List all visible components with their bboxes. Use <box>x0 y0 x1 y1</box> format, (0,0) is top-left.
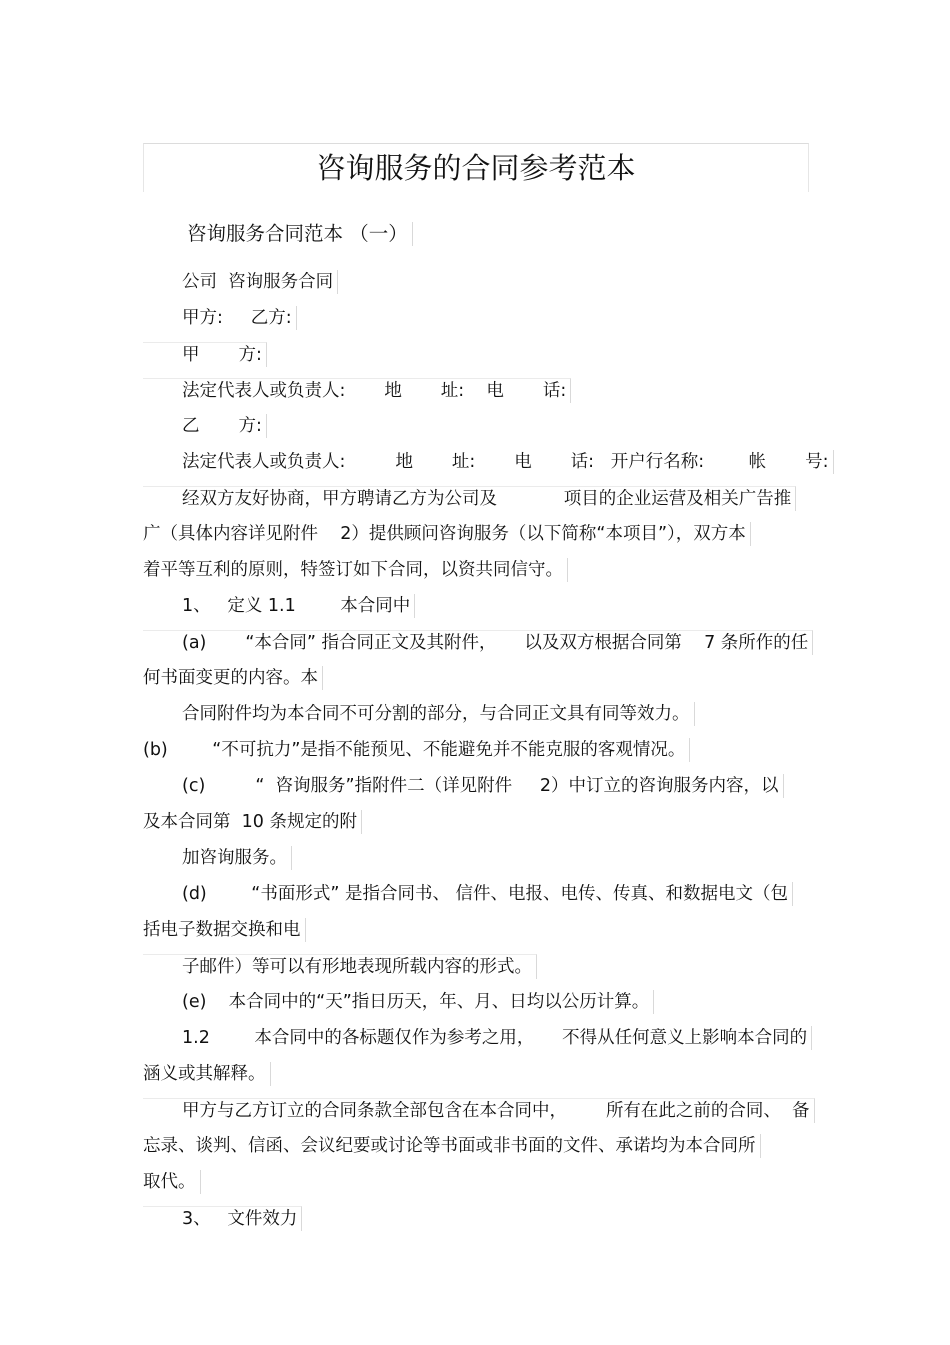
clause-item: 加咨询服务。 <box>182 846 292 870</box>
section-heading: 咨询服务合同范本 （一） <box>187 222 413 246</box>
clause-item: (e) 本合同中的“天”指日历天，年、月、日均以公历计算。 <box>182 990 654 1014</box>
party-a-details: 法定代表人或负责人: 地 址: 电 话: <box>143 378 571 403</box>
title-frame <box>143 143 809 192</box>
clause-item: (b) “不可抗力”是指不能预见、不能避免并不能克服的客观情况。 <box>143 738 690 762</box>
clause-item: 子邮件）等可以有形地表现所载内容的形式。 <box>143 954 537 979</box>
clause-item: 1.2 本合同中的各标题仅作为参考之用， 不得从任何意义上影响本合同的 <box>182 1026 812 1050</box>
clause-heading: 1、 定义 1.1 本合同中 <box>182 594 415 618</box>
party-line: 甲方: 乙方: <box>182 306 297 330</box>
clause-item: 何书面变更的内容。本 <box>143 666 323 690</box>
clause-item: 涵义或其解释。 <box>143 1062 271 1086</box>
clause-item: 括电子数据交换和电 <box>143 918 306 942</box>
party-b-details: 法定代表人或负责人: 地 址: 电 话: 开户行名称: 帐 号: <box>182 450 834 474</box>
clause-item: (a) “本合同” 指合同正文及其附件， 以及双方根据合同第 7 条所作的任 <box>143 630 813 655</box>
paragraph-line: 经双方友好协商，甲方聘请乙方为公司及 项目的企业运营及相关广告推 <box>143 486 796 511</box>
clause-heading: 3、 文件效力 <box>143 1206 302 1231</box>
clause-item: (d) “书面形式” 是指合同书、 信件、电报、电传、传真、和数据电文（包 <box>182 882 793 906</box>
paragraph-line: 甲方与乙方订立的合同条款全部包含在本合同中， 所有在此之前的合同、 备 <box>143 1098 815 1123</box>
paragraph-line: 忘录、谈判、信函、会议纪要或讨论等书面或非书面的文件、承诺均为本合同所 <box>143 1134 761 1158</box>
paragraph-line: 着平等互利的原则，特签订如下合同，以资共同信守。 <box>143 558 568 582</box>
party-b-line: 乙 方: <box>182 414 267 438</box>
paragraph-line: 广（具体内容详见附件 2）提供顾问咨询服务（以下简称“本项目”），双方本 <box>143 522 751 546</box>
clause-item: 及本合同第 10 条规定的附 <box>143 810 362 834</box>
document-title: 咨询服务的合同参考范本 <box>316 151 636 185</box>
clause-item: (c) “ 咨询服务”指附件二（详见附件 2）中订立的咨询服务内容，以 <box>182 774 784 798</box>
party-a-line: 甲 方: <box>143 342 267 367</box>
paragraph-line: 取代。 <box>143 1170 201 1194</box>
clause-item: 合同附件均为本合同不可分割的部分，与合同正文具有同等效力。 <box>182 702 695 726</box>
contract-name: 公司 咨询服务合同 <box>182 270 338 294</box>
